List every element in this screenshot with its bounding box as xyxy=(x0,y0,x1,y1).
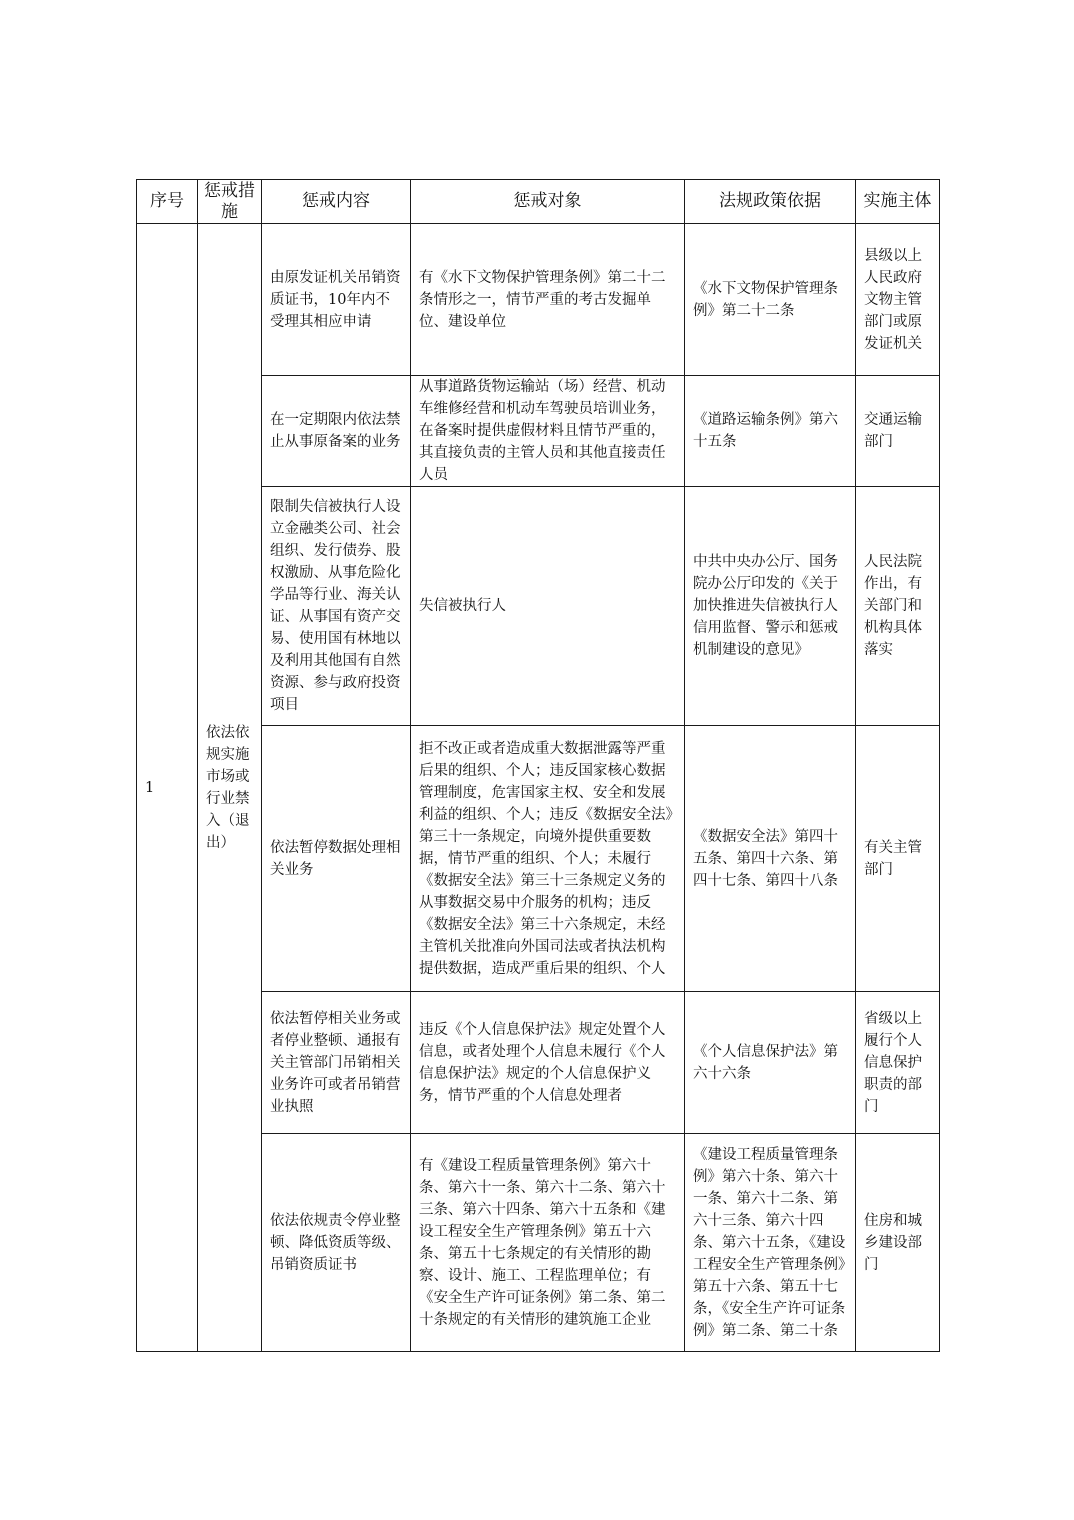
row-basis-cell: 《数据安全法》第四十五条、第四十六条、第四十七条、第四十八条 xyxy=(685,726,856,992)
table-row xyxy=(137,224,940,376)
row-content-cell: 依法依规责令停业整顿、降低资质等级、吊销资质证书 xyxy=(262,1134,411,1352)
row-content-cell: 依法暂停相关业务或者停业整顿、通报有关主管部门吊销相关业务许可或者吊销营业执照 xyxy=(262,992,411,1134)
header-authority: 实施主体 xyxy=(856,180,940,224)
row-content-cell: 由原发证机关吊销资质证书，10年内不受理其相应申请 xyxy=(262,224,411,376)
row-authority-cell: 省级以上履行个人信息保护职责的部门 xyxy=(856,992,940,1134)
row-basis-cell: 《个人信息保护法》第六十六条 xyxy=(685,992,856,1134)
row-target-cell: 从事道路货物运输站（场）经营、机动车维修经营和机动车驾驶员培训业务，在备案时提供虚假材料且情节严重的，其直接负责的主管人员和其他直接责任人员 xyxy=(411,376,685,487)
row-basis-cell: 《建设工程质量管理条例》第六十条、第六十一条、第六十二条、第六十三条、第六十四条、第六十五条，《建设工程安全生产管理条例》第五十六条、第五十七条，《安全生产许可证条例》第二条、第二十条 xyxy=(685,1134,856,1352)
row-target-cell: 失信被执行人 xyxy=(411,487,685,726)
header-basis: 法规政策依据 xyxy=(685,180,856,224)
row-basis-cell: 《水下文物保护管理条例》第二十二条 xyxy=(685,224,856,376)
group-seq-cell: 1 xyxy=(137,224,198,1352)
row-target-cell: 拒不改正或者造成重大数据泄露等严重后果的组织、个人；违反国家核心数据管理制度，危害国家主权、安全和发展利益的组织、个人；违反《数据安全法》第三十一条规定，向境外提供重要数据，情节严重的组织、个人；未履行《数据安全法》第三十三条规定义务的从事数据交易中介服务的机构；违反《数据安全法》第三十六条规定，未经主管机关批准向外国司法或者执法机构提供数据，造成严重后果的组织、个人 xyxy=(411,726,685,992)
row-content-cell: 限制失信被执行人设立金融类公司、社会组织、发行债券、股权激励、从事危险化学品等行业、海关认证、从事国有资产交易、使用国有林地以及利用其他国有自然资源、参与政府投资项目 xyxy=(262,487,411,726)
table-header-row xyxy=(137,180,940,224)
header-measure: 惩戒措施 xyxy=(198,180,262,224)
row-basis-cell: 《道路运输条例》第六十五条 xyxy=(685,376,856,487)
header-content: 惩戒内容 xyxy=(262,180,411,224)
row-authority-cell: 交通运输部门 xyxy=(856,376,940,487)
row-basis-cell: 中共中央办公厅、国务院办公厅印发的《关于加快推进失信被执行人信用监督、警示和惩戒机制建设的意见》 xyxy=(685,487,856,726)
row-authority-cell: 住房和城乡建设部门 xyxy=(856,1134,940,1352)
row-content-cell: 依法暂停数据处理相关业务 xyxy=(262,726,411,992)
header-seq: 序号 xyxy=(137,180,198,224)
row-authority-cell: 人民法院作出，有关部门和机构具体落实 xyxy=(856,487,940,726)
group-measure-cell: 依法依规实施市场或行业禁入（退出） xyxy=(198,224,262,1352)
punishment-measures-table xyxy=(136,179,940,1352)
row-target-cell: 有《建设工程质量管理条例》第六十条、第六十一条、第六十二条、第六十三条、第六十四条、第六十五条和《建设工程安全生产管理条例》第五十六条、第五十七条规定的有关情形的勘察、设计、施工、工程监理单位；有《安全生产许可证条例》第二条、第二十条规定的有关情形的建筑施工企业 xyxy=(411,1134,685,1352)
header-target: 惩戒对象 xyxy=(411,180,685,224)
row-authority-cell: 有关主管部门 xyxy=(856,726,940,992)
row-target-cell: 违反《个人信息保护法》规定处置个人信息，或者处理个人信息未履行《个人信息保护法》规定的个人信息保护义务，情节严重的个人信息处理者 xyxy=(411,992,685,1134)
row-content-cell: 在一定期限内依法禁止从事原备案的业务 xyxy=(262,376,411,487)
row-target-cell: 有《水下文物保护管理条例》第二十二条情形之一，情节严重的考古发掘单位、建设单位 xyxy=(411,224,685,376)
row-authority-cell: 县级以上人民政府文物主管部门或原发证机关 xyxy=(856,224,940,376)
